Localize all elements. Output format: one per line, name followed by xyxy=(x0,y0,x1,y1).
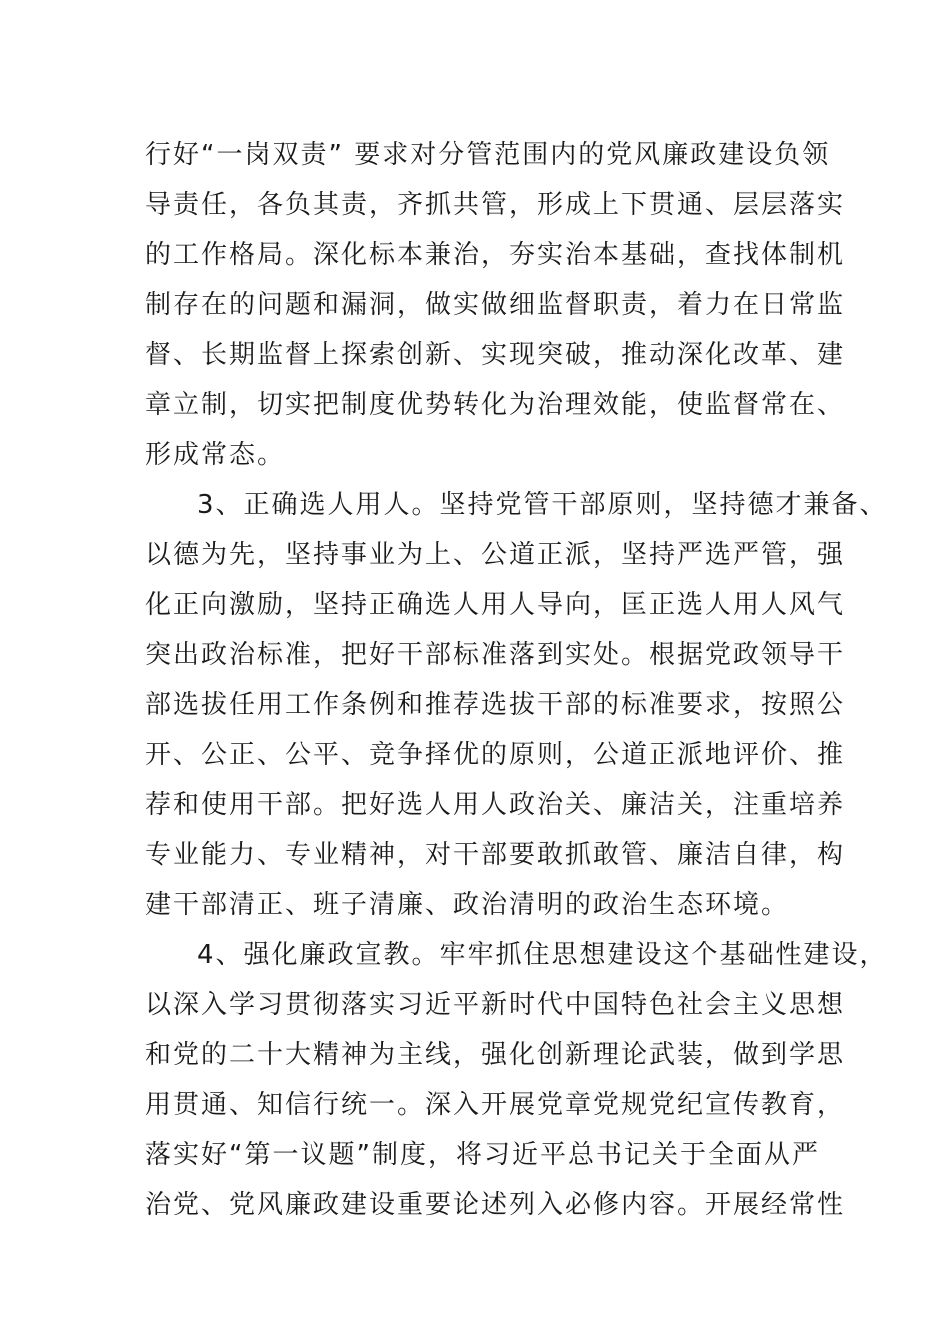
text-line: 制存在的问题和漏洞，做实做细监督职责，着力在日常监 xyxy=(145,290,846,320)
text-line: 形成常态。 xyxy=(145,440,286,470)
text-line: 和党的二十大精神为主线，强化创新理论武装，做到学思 xyxy=(145,1040,846,1070)
text-line: 导责任，各负其责，齐抓共管，形成上下贯通、层层落实 xyxy=(145,190,846,220)
text-line: 以德为先，坚持事业为上、公道正派，坚持严选严管，强 xyxy=(145,540,846,570)
text-line: 治党、党风廉政建设重要论述列入必修内容。开展经常性 xyxy=(145,1190,846,1220)
text-line: 行好“一岗双责” 要求对分管范围内的党风廉政建设负领 xyxy=(145,140,831,170)
text-line: 开、公正、公平、竞争择优的原则，公道正派地评价、推 xyxy=(145,740,846,770)
text-line: 荐和使用干部。把好选人用人政治关、廉洁关，注重培养 xyxy=(145,790,846,820)
text-line: 专业能力、专业精神，对干部要敢抓敢管、廉洁自律，构 xyxy=(145,840,846,870)
text-line: 部选拔任用工作条例和推荐选拔干部的标准要求，按照公 xyxy=(145,690,846,720)
text-line: 督、长期监督上探索创新、实现突破，推动深化改革、建 xyxy=(145,340,846,370)
section-heading-line: 4、强化廉政宣教。牢牢抓住思想建设这个基础性建设， xyxy=(197,940,888,970)
section-heading-line: 3、正确选人用人。坚持党管干部原则，坚持德才兼备、 xyxy=(197,490,888,520)
text-line: 落实好“第一议题”制度，将习近平总书记关于全面从严 xyxy=(145,1140,820,1170)
text-line: 的工作格局。深化标本兼治，夯实治本基础，查找体制机 xyxy=(145,240,846,270)
body-text xyxy=(145,132,888,1232)
text-line: 建干部清正、班子清廉、政治清明的政治生态环境。 xyxy=(145,890,790,920)
text-line: 章立制，切实把制度优势转化为治理效能，使监督常在、 xyxy=(145,390,846,420)
text-line: 以深入学习贯彻落实习近平新时代中国特色社会主义思想 xyxy=(145,990,846,1020)
text-line: 化正向激励，坚持正确选人用人导向，匡正选人用人风气 xyxy=(145,590,846,620)
text-line: 用贯通、知信行统一。深入开展党章党规党纪宣传教育， xyxy=(145,1090,846,1120)
text-line: 突出政治标准，把好干部标准落到实处。根据党政领导干 xyxy=(145,640,846,670)
